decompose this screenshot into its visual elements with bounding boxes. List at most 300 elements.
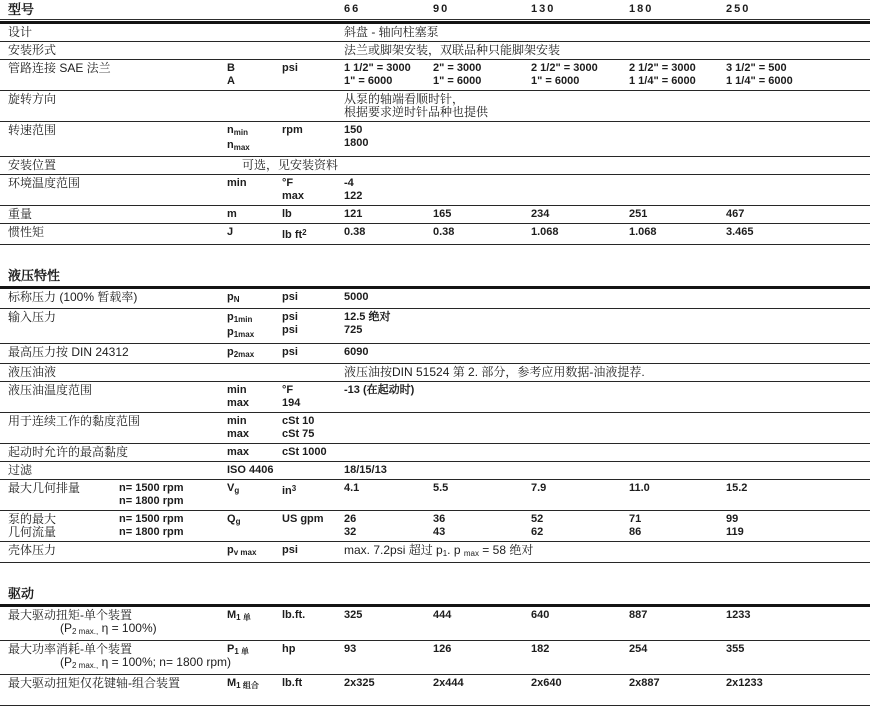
- row-value: [622, 62, 719, 88]
- table-row: [0, 480, 870, 511]
- row-value: [426, 513, 524, 539]
- table-row: [0, 24, 870, 42]
- row-value: [524, 311, 622, 341]
- row-unit: [275, 291, 337, 306]
- table-row: [0, 511, 870, 542]
- row-symbol: [220, 643, 275, 672]
- row-label: [0, 513, 112, 539]
- text-line: 2" = 3000: [433, 62, 482, 74]
- table-row: [0, 157, 870, 175]
- text-line: 444: [433, 609, 452, 621]
- row-label: [0, 124, 112, 154]
- row-value: [524, 226, 622, 242]
- row-symbol: [220, 446, 275, 459]
- row-value: [337, 291, 426, 306]
- row-label: [0, 26, 112, 39]
- text-line: 液压油温度范围: [8, 383, 93, 397]
- row-value: [337, 643, 426, 672]
- row-label: [0, 44, 112, 57]
- text-line: min: [227, 384, 247, 396]
- text-line: 最大驱动扭矩仅花键轴-组合装置: [8, 676, 180, 690]
- row-symbol: [220, 291, 275, 306]
- row-value: [719, 62, 870, 88]
- text-line: °F: [282, 384, 294, 396]
- row-value: [426, 609, 524, 638]
- text-line: cSt 10: [282, 415, 315, 427]
- row-unit: [275, 609, 337, 638]
- text-line: 0.38: [433, 226, 455, 238]
- text-line: $P_{1 单}$: [227, 643, 250, 656]
- text-line: 194: [282, 397, 301, 409]
- row-symbol: [220, 513, 275, 539]
- text-line: 126: [433, 643, 452, 655]
- row-symbol: [220, 208, 275, 221]
- text-line: 165: [433, 208, 452, 220]
- table-row: [0, 607, 870, 641]
- text-line: 安装位置: [8, 158, 57, 172]
- row-label: [0, 93, 112, 119]
- table-row: [0, 641, 870, 675]
- row-value: [719, 346, 870, 361]
- row-label: [0, 642, 231, 672]
- text-line: max: [227, 446, 250, 458]
- table-row: [0, 122, 870, 157]
- row-value: [337, 124, 426, 154]
- text-line: hp: [282, 643, 296, 655]
- text-line: psi: [282, 62, 298, 74]
- text-line: ISO 4406: [227, 464, 274, 476]
- row-symbol: [220, 415, 275, 441]
- table-row: [0, 206, 870, 224]
- text-line: 液压油按DIN 51524 第 2. 部分，参考应用数据-油液提荐.: [344, 365, 645, 379]
- text-line: lb: [282, 208, 292, 220]
- row-symbol: [220, 311, 275, 341]
- text-line: -4: [344, 177, 354, 189]
- text-line: $in^3$: [282, 484, 297, 497]
- text-line: 根据要求逆时针品种也提供: [344, 105, 489, 119]
- text-line: lb.ft.: [282, 609, 306, 621]
- row-symbol: [220, 677, 275, 692]
- column-header: 90: [433, 3, 450, 15]
- text-line: 251: [629, 208, 648, 220]
- row-value: [524, 177, 622, 203]
- table-row: [0, 289, 870, 309]
- text-line: 5.5: [433, 482, 449, 494]
- text-line: 15.2: [726, 482, 748, 494]
- row-value: [524, 291, 622, 306]
- text-line: 6090: [344, 346, 369, 358]
- table-row: [0, 413, 870, 444]
- text-line: min: [227, 177, 247, 189]
- row-value: [524, 124, 622, 154]
- text-line: 43: [433, 526, 446, 538]
- row-value: [622, 208, 719, 221]
- text-line: n= 1800 rpm: [119, 495, 184, 507]
- text-line: 122: [344, 190, 363, 202]
- text-line: $M_{1 单}$: [227, 609, 251, 622]
- text-line: 182: [531, 643, 550, 655]
- text-line: 234: [531, 208, 550, 220]
- text-line: 1" = 6000: [531, 75, 580, 87]
- text-line: 36: [433, 513, 446, 525]
- text-line: $Q_g$: [227, 513, 241, 526]
- row-value: [426, 643, 524, 672]
- row-label: [0, 366, 112, 379]
- text-line: 887: [629, 609, 648, 621]
- text-line: $M_{1 组合}$: [227, 677, 259, 690]
- text-line: 93: [344, 643, 357, 655]
- row-sublabel: [112, 513, 220, 539]
- text-line: °F: [282, 177, 294, 189]
- text-line: 86: [629, 526, 642, 538]
- text-line: $p_{2max}$: [227, 346, 255, 359]
- row-symbol: [220, 609, 275, 638]
- row-value: [426, 226, 524, 242]
- row-label: [0, 62, 112, 88]
- row-symbol: [220, 62, 275, 88]
- text-line: 最大驱动扭矩-单个装置: [8, 608, 132, 622]
- row-value: [622, 177, 719, 203]
- text-line: $p_{1min}$: [227, 311, 253, 324]
- table-row: [0, 675, 870, 706]
- table-row: [0, 542, 870, 563]
- row-value: [337, 62, 426, 88]
- row-label: [0, 226, 112, 242]
- text-line: 法兰或脚架安装，双联品种只能脚架安装: [344, 43, 561, 57]
- model-header-label: 型号: [8, 2, 35, 17]
- text-line: 254: [629, 643, 648, 655]
- text-line: psi: [282, 346, 298, 358]
- text-line: 1" = 6000: [433, 75, 482, 87]
- row-unit: [275, 482, 337, 508]
- row-value: [524, 643, 622, 672]
- text-line: 泵的最大: [8, 512, 57, 526]
- text-line: 1800: [344, 137, 369, 149]
- text-line: 2x640: [531, 677, 562, 689]
- table-row: [0, 382, 870, 413]
- row-value: [719, 464, 870, 477]
- text-line: 2x887: [629, 677, 660, 689]
- row-value: [622, 677, 719, 692]
- text-line: 2x444: [433, 677, 464, 689]
- text-line: -13 (在起动时): [344, 384, 415, 396]
- row-value: [622, 346, 719, 361]
- row-label: [0, 159, 112, 172]
- row-label: [0, 290, 138, 306]
- row-unit: [275, 124, 337, 154]
- text-line: 旋转方向: [8, 92, 57, 106]
- table-row: [0, 60, 870, 91]
- row-value: [622, 482, 719, 508]
- text-line: 斜盘 - 轴向柱塞泵: [344, 25, 439, 39]
- text-line: 最大功率消耗-单个装置: [8, 642, 132, 656]
- text-line: 3.465: [726, 226, 754, 238]
- text-line: 最高压力按 DIN 24312: [8, 345, 129, 359]
- text-line: cSt 75: [282, 428, 315, 440]
- row-value-span: [220, 159, 870, 172]
- text-line: 121: [344, 208, 363, 220]
- row-value: [426, 464, 524, 477]
- row-value-span: [337, 366, 870, 379]
- text-line: 119: [726, 526, 744, 538]
- text-line: 安装形式: [8, 43, 57, 57]
- row-value: [622, 464, 719, 477]
- text-line: $p_{v max}$: [227, 544, 257, 557]
- text-line: 重量: [8, 207, 33, 221]
- text-line: 0.38: [344, 226, 366, 238]
- row-value: [524, 677, 622, 692]
- row-symbol: [220, 226, 275, 242]
- text-line: 640: [531, 609, 550, 621]
- text-line: ($P_{2 max.,}$ η = 100%; n= 1800 rpm): [60, 655, 231, 670]
- row-label: [0, 208, 112, 221]
- row-label: [0, 384, 112, 410]
- text-line: 32: [344, 526, 357, 538]
- text-line: ($P_{2 max.,}$ η = 100%): [60, 621, 157, 636]
- row-symbol: [220, 464, 275, 477]
- text-line: 1 1/4" = 6000: [726, 75, 793, 87]
- row-symbol: [220, 124, 275, 154]
- row-label: [0, 345, 129, 361]
- row-value: [719, 311, 870, 341]
- row-value: [524, 513, 622, 539]
- row-symbol: [220, 482, 275, 508]
- text-line: n= 1500 rpm: [119, 513, 184, 525]
- row-value: [426, 677, 524, 692]
- text-line: 用于连续工作的黏度范围: [8, 414, 141, 428]
- table-row: [0, 344, 870, 364]
- text-line: A: [227, 75, 235, 87]
- text-line: m: [227, 208, 237, 220]
- row-sublabel: [112, 482, 220, 508]
- row-unit: [275, 544, 337, 560]
- text-line: 325: [344, 609, 363, 621]
- text-line: 5000: [344, 291, 369, 303]
- row-value: [524, 346, 622, 361]
- text-line: cSt 1000: [282, 446, 327, 458]
- table-header-row: [0, 1, 870, 20]
- row-value: [426, 482, 524, 508]
- row-value: [524, 208, 622, 221]
- row-symbol: [220, 384, 275, 410]
- table-row: [0, 309, 870, 344]
- text-line: 壳体压力: [8, 543, 57, 557]
- table-row: [0, 175, 870, 206]
- text-line: psi: [282, 544, 298, 556]
- row-value: [337, 677, 426, 692]
- text-line: 2 1/2" = 3000: [531, 62, 598, 74]
- text-line: 可选，见安装资料: [242, 158, 339, 172]
- row-value: [719, 482, 870, 508]
- text-line: psi: [282, 311, 298, 323]
- text-line: n= 1500 rpm: [119, 482, 184, 494]
- row-unit: [275, 226, 337, 242]
- text-line: 环境温度范围: [8, 176, 81, 190]
- text-line: 从泵的轴端看顺时针，: [344, 92, 465, 106]
- text-line: lb $ft^2$: [282, 228, 307, 241]
- row-value: [719, 226, 870, 242]
- row-value: [622, 291, 719, 306]
- text-line: 3 1/2" = 500: [726, 62, 787, 74]
- text-line: 7.9: [531, 482, 547, 494]
- text-line: 26: [344, 513, 357, 525]
- text-line: 1.068: [629, 226, 657, 238]
- row-value: [622, 124, 719, 154]
- text-line: 过滤: [8, 463, 33, 477]
- text-line: $n_{min}$: [227, 124, 248, 137]
- text-line: 1233: [726, 609, 751, 621]
- row-label: [0, 608, 157, 638]
- row-value: [622, 609, 719, 638]
- row-unit: [275, 643, 337, 672]
- text-line: max. 7.2psi 超过 $p_1$. p $_{max}$ = 58 绝对: [344, 543, 534, 558]
- row-value: [337, 513, 426, 539]
- text-line: 1 1/2" = 3000: [344, 62, 411, 74]
- text-line: US gpm: [282, 513, 324, 525]
- row-value: [719, 513, 870, 539]
- row-value: [719, 677, 870, 692]
- row-value: [426, 384, 524, 410]
- table-row: [0, 224, 870, 245]
- row-value: [426, 62, 524, 88]
- row-value: [337, 311, 426, 341]
- row-label: [0, 311, 112, 341]
- text-line: 4.1: [344, 482, 360, 494]
- row-value-span: [337, 26, 870, 39]
- text-line: 2 1/2" = 3000: [629, 62, 696, 74]
- row-unit: [275, 311, 337, 341]
- row-symbol: [220, 346, 275, 361]
- text-line: n= 1800 rpm: [119, 526, 184, 538]
- text-line: $n_{max}$: [227, 139, 250, 152]
- table-row: [0, 462, 870, 480]
- row-label: [0, 464, 112, 477]
- row-label: [0, 482, 112, 508]
- table-row: [0, 91, 870, 122]
- text-line: 管路连接 SAE 法兰: [8, 61, 111, 75]
- text-line: 725: [344, 324, 363, 336]
- row-value: [622, 513, 719, 539]
- row-value: [719, 291, 870, 306]
- text-line: rpm: [282, 124, 303, 136]
- row-value: [622, 643, 719, 672]
- row-value: [337, 177, 426, 203]
- text-line: 12.5 绝对: [344, 311, 391, 323]
- text-line: 2x1233: [726, 677, 763, 689]
- column-header: 130: [531, 3, 556, 15]
- row-value: [524, 464, 622, 477]
- row-value: [719, 384, 870, 410]
- column-header: 66: [344, 3, 361, 15]
- text-line: 最大几何排量: [8, 481, 81, 495]
- row-value: [524, 609, 622, 638]
- text-line: 467: [726, 208, 745, 220]
- text-line: max: [227, 428, 250, 440]
- text-line: 输入压力: [8, 310, 57, 324]
- row-value: [719, 208, 870, 221]
- row-label: [0, 177, 112, 203]
- row-value: [426, 124, 524, 154]
- row-value: [337, 482, 426, 508]
- text-line: min: [227, 415, 247, 427]
- section-title-hydraulic: 液压特性: [0, 267, 870, 289]
- row-value: [426, 208, 524, 221]
- text-line: $p_N$: [227, 291, 240, 304]
- text-line: 1" = 6000: [344, 75, 393, 87]
- text-line: max: [282, 190, 305, 202]
- text-line: 转速范围: [8, 123, 57, 137]
- row-unit: [275, 384, 337, 410]
- row-label: [0, 414, 141, 441]
- row-value: [719, 177, 870, 203]
- row-value: [622, 311, 719, 341]
- text-line: 355: [726, 643, 745, 655]
- row-value: [524, 384, 622, 410]
- text-line: 标称压力 (100% 暂载率): [8, 290, 138, 304]
- row-value-span: [337, 93, 870, 119]
- text-line: 150: [344, 124, 363, 136]
- text-line: $p_{1max}$: [227, 326, 255, 339]
- row-value-span: [337, 544, 870, 560]
- row-value: [622, 384, 719, 410]
- row-symbol: [220, 544, 275, 560]
- row-unit: [275, 177, 337, 203]
- text-line: 液压油液: [8, 365, 57, 379]
- row-symbol: [220, 177, 275, 203]
- row-unit: [275, 513, 337, 539]
- row-value: [426, 177, 524, 203]
- row-label: [0, 676, 180, 692]
- text-line: max: [227, 397, 250, 409]
- row-value: [719, 609, 870, 638]
- text-line: 99: [726, 513, 739, 525]
- text-line: 1.068: [531, 226, 559, 238]
- row-value: [524, 482, 622, 508]
- column-header: 250: [726, 3, 751, 15]
- row-value: [426, 291, 524, 306]
- row-unit: [275, 62, 337, 88]
- text-line: 设计: [8, 25, 33, 39]
- text-line: J: [227, 226, 234, 238]
- column-header: 180: [629, 3, 654, 15]
- text-line: psi: [282, 291, 298, 303]
- row-value: [622, 226, 719, 242]
- section-title-drive: 驱动: [0, 585, 870, 607]
- text-line: 1 1/4" = 6000: [629, 75, 696, 87]
- row-value: [337, 208, 426, 221]
- row-value: [719, 124, 870, 154]
- table-row: [0, 42, 870, 60]
- row-value: [337, 346, 426, 361]
- row-value: [719, 643, 870, 672]
- text-line: 18/15/13: [344, 464, 387, 476]
- text-line: psi: [282, 324, 298, 336]
- table-row: [0, 444, 870, 462]
- text-line: B: [227, 62, 235, 74]
- row-value: [426, 346, 524, 361]
- row-unit: [275, 446, 337, 459]
- text-line: 几何流量: [8, 525, 57, 539]
- spec-table: [0, 1, 870, 706]
- row-value-span: [337, 44, 870, 57]
- text-line: $V_g$: [227, 482, 240, 495]
- text-line: 11.0: [629, 482, 650, 494]
- row-value: [426, 311, 524, 341]
- text-line: 62: [531, 526, 544, 538]
- row-unit: [275, 415, 337, 441]
- row-unit: [275, 677, 337, 692]
- row-value: [337, 609, 426, 638]
